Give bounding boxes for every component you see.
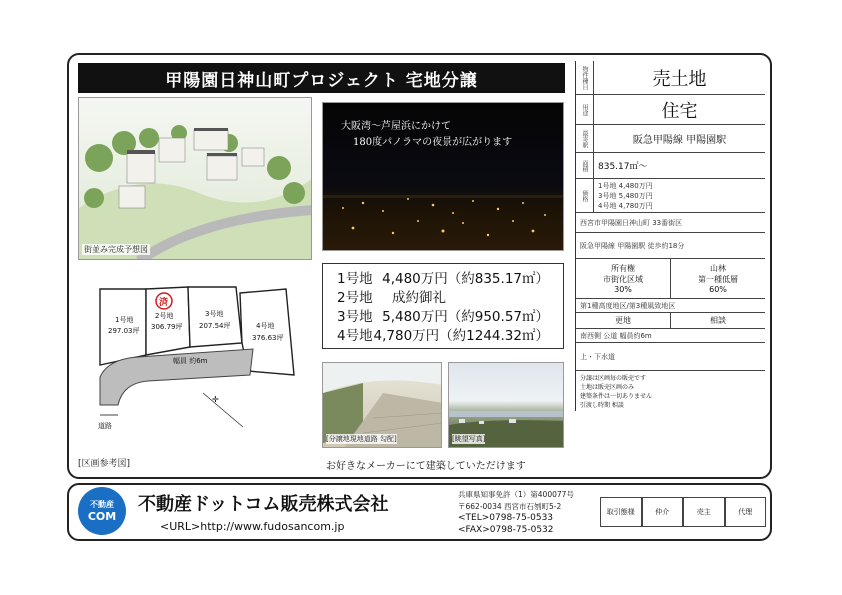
stamp-cell: 取引態様 [600, 497, 642, 527]
land-category: 山林 [710, 264, 726, 273]
rights: 所有権 [611, 264, 635, 273]
price-line: 3号地 5,480万円 [598, 191, 653, 200]
price-lot: 1号地 [337, 271, 373, 287]
rendering-caption: 街並み完成予想図 [84, 245, 148, 254]
floor-ratio: 60% [709, 285, 727, 294]
remark: 分譲は区画毎の販売です [580, 375, 647, 382]
company-url[interactable]: <URL>http://www.fudosancom.jp [160, 520, 345, 533]
price-row [337, 327, 549, 346]
road-row [576, 329, 765, 343]
company-tel: <TEL>0798-75-0533 [458, 513, 554, 523]
lot-4-name: 4号地 [256, 322, 275, 330]
view-photo-caption: [眺望写真] [452, 435, 486, 443]
station-row [576, 125, 765, 153]
remark: 引渡し時期 相談 [580, 402, 624, 409]
remark: 土地は販売区画のみ [580, 384, 635, 391]
district-row [576, 299, 765, 313]
rendering-photo [78, 97, 312, 260]
current-status: 更地 [576, 313, 671, 328]
address-row [576, 213, 765, 233]
stamp-cell: 仲介 [642, 497, 684, 527]
lot-1-name: 1号地 [115, 316, 134, 324]
rights-row [576, 259, 765, 299]
property-type: 売土地 [652, 68, 707, 90]
status-row [576, 313, 765, 329]
view-photo [448, 362, 564, 448]
road-bottom-label: 道路 [98, 422, 112, 430]
utilities-row [576, 343, 765, 371]
stamp-row [600, 497, 766, 527]
stamp-cell: 代理 [725, 497, 767, 527]
zoning: 市街化区域 [603, 275, 643, 284]
price-value: 成約御礼 [392, 290, 446, 306]
coverage: 30% [614, 285, 632, 294]
price-detail-row [576, 179, 765, 213]
station-label: 最寄駅 [576, 125, 594, 152]
night-view-text-1: 大阪湾～芦屋浜にかけて [341, 121, 451, 132]
delivery: 相談 [710, 316, 726, 325]
area: 835.17㎡～ [598, 162, 648, 172]
type-row [576, 61, 765, 95]
lot-2-name: 2号地 [155, 312, 174, 320]
price-row [337, 308, 549, 327]
use-zone: 第一種低層 [698, 275, 738, 284]
logo-text-bottom: COM [87, 510, 117, 523]
lot-4-area: 376.63坪 [252, 334, 284, 342]
lot-3-name: 3号地 [205, 310, 224, 318]
builder-note: お好きなメーカーにて建築していただけます [326, 461, 526, 472]
property-use: 住宅 [661, 100, 698, 122]
use-row [576, 95, 765, 125]
price-value: 5,480万円（約950.57㎡） [382, 309, 549, 325]
price-lot: 4号地 [337, 328, 373, 344]
page-title: 甲陽園日神山町プロジェクト 宅地分譲 [78, 63, 565, 93]
price-label: 価格 [576, 179, 594, 212]
price-row [337, 289, 549, 308]
price-lot: 2号地 [337, 290, 373, 306]
road-label: 幅員 約6m [173, 357, 208, 365]
address: 西宮市甲陽園日神山町 33番街区 [580, 218, 683, 227]
price-list [322, 263, 564, 349]
plot-plan [78, 275, 312, 450]
utilities: 上・下水道 [580, 352, 615, 361]
lot-2-sold-mark: 済 [159, 298, 169, 308]
price-row [337, 270, 549, 289]
road-photo [322, 362, 442, 448]
access-row [576, 233, 765, 259]
company-name: 不動産ドットコム販売株式会社 [138, 494, 389, 515]
station: 阪急甲陽線 甲陽園駅 [632, 135, 727, 146]
price-value: 4,480万円（約835.17㎡） [382, 271, 549, 287]
lot-1-area: 297.03坪 [108, 327, 140, 335]
logo-text-top: 不動産 [90, 500, 114, 509]
compass-icon: ✛ [212, 395, 219, 404]
price-value: 4,780万円（約1244.32㎡） [373, 328, 549, 344]
property-table [575, 61, 765, 411]
area-row [576, 153, 765, 179]
lot-2-area: 306.79坪 [151, 323, 183, 331]
license: 兵庫県知事免許（1）第400077号 [458, 490, 574, 499]
night-view-text-2: 180度パノラマの夜景が広がります [353, 137, 513, 148]
access: 阪急甲陽線 甲陽園駅 徒歩約18分 [580, 241, 685, 250]
remarks-row [576, 371, 765, 411]
lot-3-area: 207.54坪 [199, 322, 231, 330]
district: 第1種高度地区/第3種風致地区 [580, 301, 676, 310]
stamp-cell: 売主 [683, 497, 725, 527]
type-label: 物件種目 [576, 61, 594, 94]
price-line: 4号地 4,780万円 [598, 201, 653, 210]
plan-caption: [区画参考図] [78, 459, 131, 469]
company-address: 〒662-0034 西宮市石刎町5-2 [458, 502, 562, 511]
road: 南西側 公道 幅員約6m [580, 331, 652, 340]
company-logo [78, 487, 126, 535]
company-fax: <FAX>0798-75-0532 [458, 525, 554, 535]
road-photo-caption: [分譲地現地道路 勾配] [326, 435, 397, 443]
area-label: 面積 [576, 153, 594, 178]
night-view-photo [322, 102, 564, 251]
price-lot: 3号地 [337, 309, 373, 325]
use-label: 用途 [576, 95, 594, 124]
price-line: 1号地 4,480万円 [598, 181, 653, 190]
remark: 建築条件は一切ありません [580, 393, 653, 400]
